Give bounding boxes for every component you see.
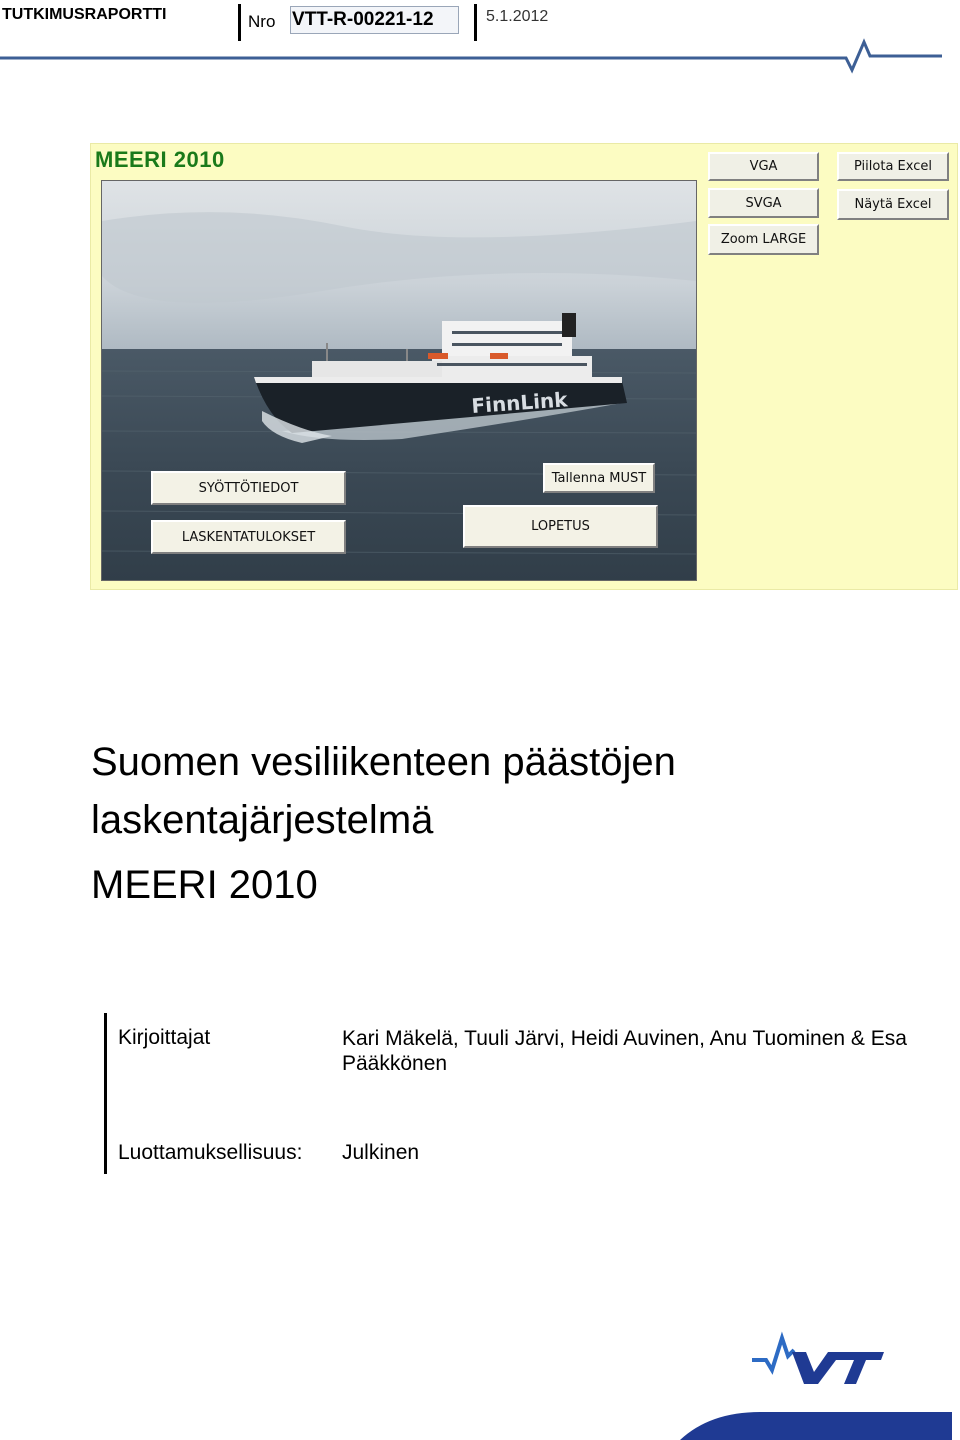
svga-button[interactable]: SVGA <box>708 188 819 218</box>
exit-button[interactable]: LOPETUS <box>463 505 658 548</box>
zoom-large-button[interactable]: Zoom LARGE <box>708 224 819 255</box>
report-title-line-2: laskentajärjestelmä <box>91 798 434 842</box>
vtt-logo <box>750 1330 890 1390</box>
calculation-results-button[interactable]: LASKENTATULOKSET <box>151 520 346 554</box>
header-pulse-line <box>0 0 960 80</box>
authors-label: Kirjoittajat <box>118 1026 211 1049</box>
report-date: 5.1.2012 <box>486 8 549 25</box>
save-must-button[interactable]: Tallenna MUST <box>543 463 655 493</box>
hide-excel-button[interactable]: Piilota Excel <box>837 152 949 181</box>
input-data-button[interactable]: SYÖTTÖTIEDOT <box>151 471 346 505</box>
metadata-divider <box>104 1013 107 1174</box>
report-type: TUTKIMUSRAPORTTI <box>2 6 167 23</box>
report-title-line-3: MEERI 2010 <box>91 863 318 907</box>
report-number-label: Nro <box>248 12 276 31</box>
app-title: MEERI 2010 <box>95 147 225 172</box>
corner-swoosh-graphic <box>680 1400 960 1440</box>
confidentiality-label: Luottamuksellisuus: <box>118 1141 303 1164</box>
confidentiality-value: Julkinen <box>342 1141 420 1164</box>
report-title-line-1: Suomen vesiliikenteen päästöjen <box>91 740 676 784</box>
authors-value: Kari Mäkelä, Tuuli Järvi, Heidi Auvinen, Anu Tuominen & Esa Pääkkönen <box>342 1027 907 1075</box>
vga-button[interactable]: VGA <box>708 152 819 181</box>
ship-hull-text: FinnLink <box>470 387 569 418</box>
show-excel-button[interactable]: Näytä Excel <box>837 189 949 220</box>
report-number: VTT-R-00221-12 <box>292 9 434 30</box>
